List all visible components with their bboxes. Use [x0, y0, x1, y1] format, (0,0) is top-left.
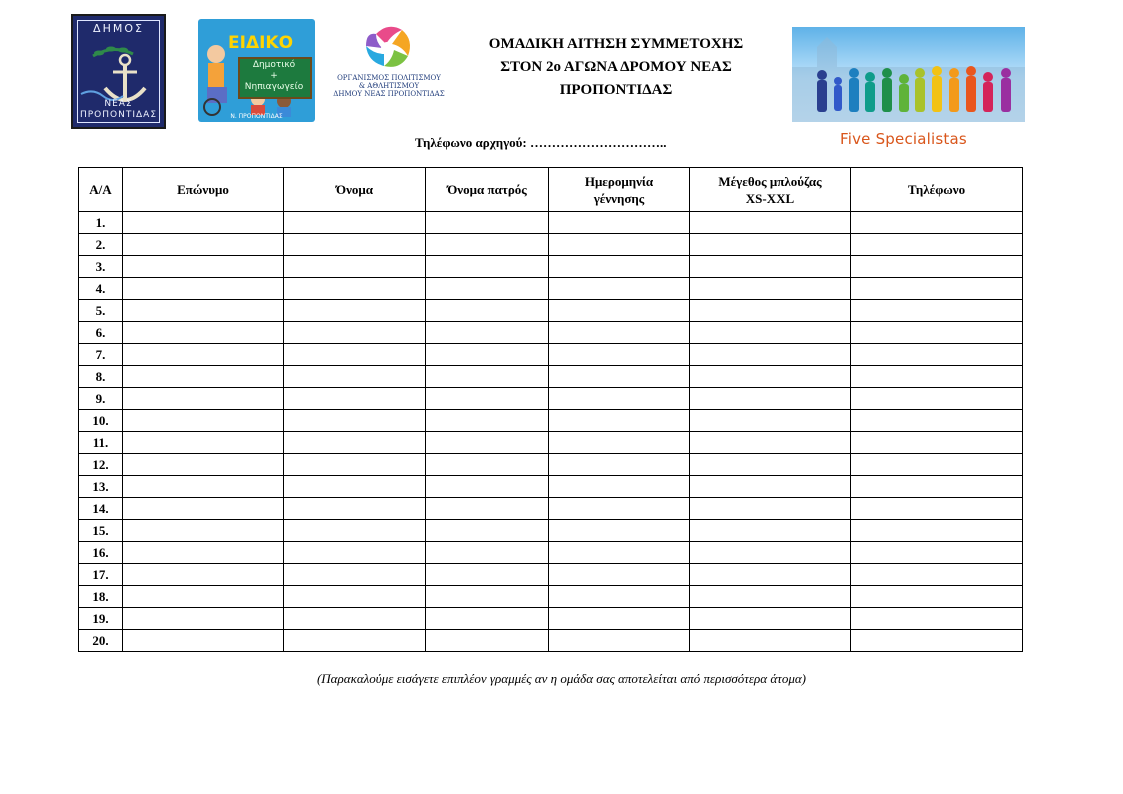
table-row — [79, 586, 1023, 608]
father-name-cell[interactable] — [426, 322, 549, 344]
header-date-of-birth — [549, 168, 690, 212]
name-cell[interactable] — [284, 586, 426, 608]
surname-cell[interactable] — [123, 256, 284, 278]
header-surname: Επώνυμο — [123, 168, 284, 212]
father-name-cell[interactable] — [426, 454, 549, 476]
header-dob-line2: γέννησης — [593, 190, 645, 206]
shirt-size-cell[interactable] — [690, 564, 851, 586]
phone-cell[interactable] — [851, 322, 1023, 344]
row-number: 19. — [79, 608, 123, 630]
surname-cell[interactable] — [123, 476, 284, 498]
father-name-cell[interactable] — [426, 410, 549, 432]
surname-cell[interactable] — [123, 278, 284, 300]
surname-cell[interactable] — [123, 322, 284, 344]
row-number: 11. — [79, 432, 123, 454]
name-cell[interactable] — [284, 630, 426, 652]
table-row — [79, 344, 1023, 366]
dob-cell[interactable] — [549, 322, 690, 344]
leader-phone-label: Τηλέφωνο αρχηγού: ………………………….. — [415, 135, 667, 150]
row-number: 5. — [79, 300, 123, 322]
phone-cell[interactable] — [851, 630, 1023, 652]
phone-cell[interactable] — [851, 498, 1023, 520]
surname-cell[interactable] — [123, 498, 284, 520]
father-name-cell[interactable] — [426, 212, 549, 234]
father-name-cell[interactable] — [426, 256, 549, 278]
phone-cell[interactable] — [851, 300, 1023, 322]
table-row — [79, 542, 1023, 564]
table-row — [79, 608, 1023, 630]
school-logo-line2: + Νηπιαγωγείο — [244, 71, 304, 92]
row-number: 18. — [79, 586, 123, 608]
table-row — [79, 630, 1023, 652]
municipality-logo-label: ΔΗΜΟΣ — [93, 22, 144, 35]
father-name-cell[interactable] — [426, 498, 549, 520]
shirt-size-cell[interactable] — [690, 388, 851, 410]
shirt-size-cell[interactable] — [690, 432, 851, 454]
father-name-cell[interactable] — [426, 608, 549, 630]
municipality-logo-name-line2: ΠΡΟΠΟΝΤΙΔΑΣ — [79, 110, 157, 120]
header-shirt-line1: Μέγεθος μπλούζας — [718, 173, 822, 189]
table-row — [79, 410, 1023, 432]
phone-cell[interactable] — [851, 212, 1023, 234]
father-name-cell[interactable] — [426, 476, 549, 498]
organization-logo-caption — [330, 74, 448, 98]
row-number: 16. — [79, 542, 123, 564]
dob-cell[interactable] — [549, 344, 690, 366]
dob-cell[interactable] — [549, 454, 690, 476]
row-number: 15. — [79, 520, 123, 542]
name-cell[interactable] — [284, 322, 426, 344]
header-shirt-line2: XS-XXL — [745, 190, 795, 206]
school-logo-title: ΕΙΔΙΚΟ — [228, 33, 294, 53]
dob-cell[interactable] — [549, 278, 690, 300]
name-cell[interactable] — [284, 388, 426, 410]
phone-cell[interactable] — [851, 344, 1023, 366]
dob-cell[interactable] — [549, 300, 690, 322]
name-cell[interactable] — [284, 410, 426, 432]
name-cell[interactable] — [284, 432, 426, 454]
brand-logo-text: Five Specialistas — [840, 130, 967, 148]
surname-cell[interactable] — [123, 564, 284, 586]
father-name-cell[interactable] — [426, 586, 549, 608]
page-title — [449, 33, 783, 102]
phone-cell[interactable] — [851, 542, 1023, 564]
dob-cell[interactable] — [549, 476, 690, 498]
surname-cell[interactable] — [123, 344, 284, 366]
table-row — [79, 476, 1023, 498]
header-shirt-size — [690, 168, 851, 212]
name-cell[interactable] — [284, 234, 426, 256]
table-row — [79, 432, 1023, 454]
surname-cell[interactable] — [123, 630, 284, 652]
shirt-size-cell[interactable] — [690, 234, 851, 256]
phone-cell[interactable] — [851, 432, 1023, 454]
name-cell[interactable] — [284, 278, 426, 300]
surname-cell[interactable] — [123, 454, 284, 476]
page-title-line1: ΟΜΑΔΙΚΗ ΑΙΤΗΣΗ ΣΥΜΜΕΤΟΧΗΣ — [488, 36, 744, 52]
dob-cell[interactable] — [549, 542, 690, 564]
dob-cell[interactable] — [549, 366, 690, 388]
name-cell[interactable] — [284, 520, 426, 542]
table-row — [79, 498, 1023, 520]
name-cell[interactable] — [284, 608, 426, 630]
shirt-size-cell[interactable] — [690, 498, 851, 520]
dob-cell[interactable] — [549, 564, 690, 586]
school-logo-caption: Ν. ΠΡΟΠΟΝΤΙΔΑΣ — [230, 113, 283, 120]
school-logo-line1: Δημοτικό — [252, 60, 296, 70]
municipality-logo — [71, 14, 166, 129]
dob-cell[interactable] — [549, 388, 690, 410]
phone-cell[interactable] — [851, 388, 1023, 410]
table-row — [79, 234, 1023, 256]
row-number: 1. — [79, 212, 123, 234]
organization-logo — [330, 20, 448, 105]
name-cell[interactable] — [284, 256, 426, 278]
table-body — [79, 212, 1023, 652]
table-row — [79, 300, 1023, 322]
table-row — [79, 520, 1023, 542]
phone-cell[interactable] — [851, 278, 1023, 300]
dob-cell[interactable] — [549, 212, 690, 234]
phone-cell[interactable] — [851, 234, 1023, 256]
shirt-size-cell[interactable] — [690, 322, 851, 344]
shirt-size-cell[interactable] — [690, 476, 851, 498]
shirt-size-cell[interactable] — [690, 410, 851, 432]
footer-note: (Παρακαλούμε εισάγετε επιπλέον γραμμές αν η ομάδα σας αποτελείται από περισσότερα άτομα) — [316, 671, 807, 686]
surname-cell[interactable] — [123, 410, 284, 432]
dob-cell[interactable] — [549, 608, 690, 630]
father-name-cell[interactable] — [426, 344, 549, 366]
father-name-cell[interactable] — [426, 366, 549, 388]
surname-cell[interactable] — [123, 234, 284, 256]
phone-cell[interactable] — [851, 256, 1023, 278]
row-number: 17. — [79, 564, 123, 586]
row-number: 14. — [79, 498, 123, 520]
name-cell[interactable] — [284, 498, 426, 520]
name-cell[interactable] — [284, 212, 426, 234]
table-header-row — [79, 168, 1023, 212]
municipality-logo-name — [73, 99, 164, 121]
shirt-size-cell[interactable] — [690, 608, 851, 630]
dob-cell[interactable] — [549, 586, 690, 608]
name-cell[interactable] — [284, 476, 426, 498]
surname-cell[interactable] — [123, 300, 284, 322]
school-logo — [198, 19, 315, 122]
row-number: 9. — [79, 388, 123, 410]
shirt-size-cell[interactable] — [690, 212, 851, 234]
phone-cell[interactable] — [851, 564, 1023, 586]
shirt-size-cell[interactable] — [690, 542, 851, 564]
row-number: 4. — [79, 278, 123, 300]
dob-cell[interactable] — [549, 410, 690, 432]
surname-cell[interactable] — [123, 432, 284, 454]
row-number: 3. — [79, 256, 123, 278]
shirt-size-cell[interactable] — [690, 366, 851, 388]
dob-cell[interactable] — [549, 630, 690, 652]
shirt-size-cell[interactable] — [690, 454, 851, 476]
phone-cell[interactable] — [851, 608, 1023, 630]
table-row — [79, 564, 1023, 586]
shirt-size-cell[interactable] — [690, 278, 851, 300]
shirt-size-cell[interactable] — [690, 344, 851, 366]
header-name: Όνομα — [284, 168, 426, 212]
people-banner-image — [792, 27, 1025, 122]
surname-cell[interactable] — [123, 212, 284, 234]
father-name-cell[interactable] — [426, 278, 549, 300]
header-father-name: Όνομα πατρός — [426, 168, 549, 212]
father-name-cell[interactable] — [426, 630, 549, 652]
father-name-cell[interactable] — [426, 388, 549, 410]
dob-cell[interactable] — [549, 256, 690, 278]
name-cell[interactable] — [284, 300, 426, 322]
surname-cell[interactable] — [123, 608, 284, 630]
page-title-line2: ΣΤΟΝ 2ο ΑΓΩΝΑ ΔΡΟΜΟΥ ΝΕΑΣ — [500, 59, 732, 75]
row-number: 2. — [79, 234, 123, 256]
name-cell[interactable] — [284, 564, 426, 586]
father-name-cell[interactable] — [426, 234, 549, 256]
row-number: 10. — [79, 410, 123, 432]
shirt-size-cell[interactable] — [690, 256, 851, 278]
dob-cell[interactable] — [549, 234, 690, 256]
page-title-line3: ΠΡΟΠΟΝΤΙΔΑΣ — [559, 82, 673, 98]
name-cell[interactable] — [284, 542, 426, 564]
phone-cell[interactable] — [851, 586, 1023, 608]
table-row — [79, 278, 1023, 300]
table-row — [79, 212, 1023, 234]
dob-cell[interactable] — [549, 432, 690, 454]
school-logo-subtitle — [242, 60, 306, 93]
phone-cell[interactable] — [851, 476, 1023, 498]
phone-cell[interactable] — [851, 410, 1023, 432]
row-number: 12. — [79, 454, 123, 476]
shirt-size-cell[interactable] — [690, 300, 851, 322]
row-number: 7. — [79, 344, 123, 366]
surname-cell[interactable] — [123, 366, 284, 388]
name-cell[interactable] — [284, 344, 426, 366]
table-row — [79, 366, 1023, 388]
name-cell[interactable] — [284, 454, 426, 476]
participants-table — [78, 167, 1023, 652]
swirl-emblem-icon — [330, 20, 448, 74]
table-row — [79, 388, 1023, 410]
people-silhouettes-icon — [792, 27, 1025, 122]
father-name-cell[interactable] — [426, 564, 549, 586]
table-row — [79, 322, 1023, 344]
name-cell[interactable] — [284, 366, 426, 388]
phone-cell[interactable] — [851, 454, 1023, 476]
organization-logo-line3: ΔΗΜΟΥ ΝΕΑΣ ΠΡΟΠΟΝΤΙΔΑΣ — [333, 90, 445, 98]
surname-cell[interactable] — [123, 542, 284, 564]
header-dob-line1: Ημερομηνία — [584, 173, 654, 189]
father-name-cell[interactable] — [426, 542, 549, 564]
shirt-size-cell[interactable] — [690, 586, 851, 608]
row-number: 20. — [79, 630, 123, 652]
father-name-cell[interactable] — [426, 432, 549, 454]
organization-logo-line2: & ΑΘΛΗΤΙΣΜΟΥ — [358, 82, 420, 90]
header-phone: Τηλέφωνο — [851, 168, 1023, 212]
header-aa: Α/Α — [79, 168, 123, 212]
organization-logo-line1: ΟΡΓΑΝΙΣΜΟΣ ΠΟΛΙΤΙΣΜΟΥ — [337, 74, 441, 82]
municipality-logo-name-line1: ΝΕΑΣ — [104, 99, 133, 109]
dob-cell[interactable] — [549, 520, 690, 542]
phone-cell[interactable] — [851, 366, 1023, 388]
dob-cell[interactable] — [549, 498, 690, 520]
shirt-size-cell[interactable] — [690, 630, 851, 652]
surname-cell[interactable] — [123, 388, 284, 410]
father-name-cell[interactable] — [426, 300, 549, 322]
row-number: 13. — [79, 476, 123, 498]
table-row — [79, 256, 1023, 278]
table-row — [79, 454, 1023, 476]
shirt-size-cell[interactable] — [690, 520, 851, 542]
row-number: 8. — [79, 366, 123, 388]
phone-cell[interactable] — [851, 520, 1023, 542]
surname-cell[interactable] — [123, 520, 284, 542]
surname-cell[interactable] — [123, 586, 284, 608]
row-number: 6. — [79, 322, 123, 344]
father-name-cell[interactable] — [426, 520, 549, 542]
